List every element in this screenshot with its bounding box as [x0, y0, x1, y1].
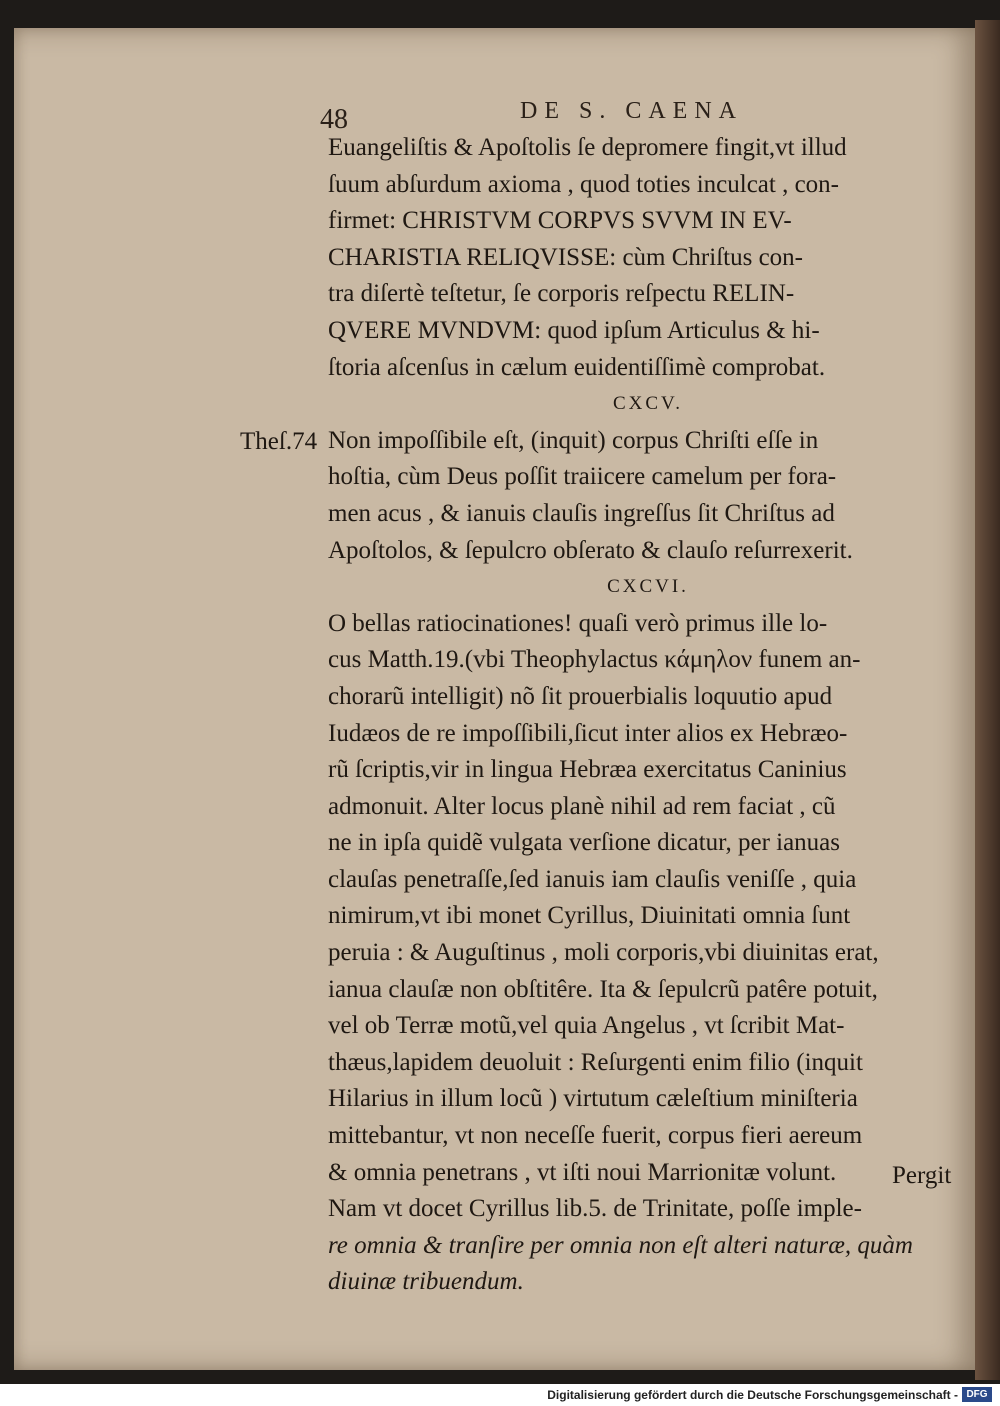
text-line: ianua clauſæ non obſtitêre. Ita & ſepulcrũ patêre potuit,	[328, 975, 878, 1003]
text-line: chorarũ intelligit) nõ ſit prouerbialis loquutio apud	[328, 682, 833, 710]
section-number: CXCV.	[612, 393, 684, 415]
text-line: nimirum,vt ibi monet Cyrillus, Diuinitati omnia ſunt	[328, 902, 851, 930]
text-line: cus Matth.19.(vbi Theophylactus κάμηλον funem an-	[328, 646, 861, 674]
catchword: Pergit	[892, 1162, 952, 1189]
text-line: clauſas penetraſſe,ſed ianuis iam clauſis veniſſe , quia	[328, 865, 857, 893]
running-title: DE S. CAENA	[520, 98, 744, 124]
text-line: peruia : & Auguſtinus , moli corporis,vbi diuinitas erat,	[328, 939, 879, 967]
text-line: O bellas ratiocinationes! quaſi verò primus ille lo-	[328, 609, 828, 637]
text-line: CHARISTIA RELIQVISSE: cùm Chriſtus con-	[328, 243, 803, 271]
text-line: Non impoſſibile eſt, (inquit) corpus Chriſti eſſe in	[328, 426, 819, 454]
text-line: rũ ſcriptis,vir in lingua Hebræa exercitatus Caninius	[328, 756, 847, 784]
marginal-note: Theſ.74	[240, 428, 318, 455]
section-number: CXCVI.	[607, 576, 689, 598]
text-line: ſuum abſurdum axioma , quod toties inculcat , con-	[328, 170, 839, 198]
text-line: QVERE MVNDVM: quod ipſum Articulus & hi-	[328, 316, 820, 344]
text-line: Apoſtolos, & ſepulcro obſerato & clauſo reſurrexerit.	[328, 536, 853, 564]
text-line: Nam vt docet Cyrillus lib.5. de Trinitate, poſſe imple-	[328, 1195, 862, 1223]
dfg-logo-icon: DFG	[962, 1387, 992, 1402]
text-line: men acus , & ianuis clauſis ingreſſus ſit Chriſtus ad	[328, 499, 835, 527]
text-line: mittebantur, vt non neceſſe fuerit, corpus fieri aereum	[328, 1122, 863, 1150]
text-line: vel ob Terræ motũ,vel quia Angelus , vt ſcribit Mat-	[328, 1012, 845, 1040]
text-line: admonuit. Alter locus planè nihil ad rem faciat , cũ	[328, 792, 836, 820]
page-number: 48	[320, 104, 348, 135]
text-line: hoſtia, cùm Deus poſſit traiicere camelum per fora-	[328, 463, 837, 491]
text-line: diuinæ tribuendum.	[328, 1268, 524, 1296]
text-line: ſtoria aſcenſus in cælum euidentiſſimè comprobat.	[328, 353, 826, 381]
text-line: Iudæos de re impoſſibili,ſicut inter alios ex Hebræo-	[328, 719, 848, 747]
text-line: thæus,lapidem deuoluit : Reſurgenti enim filio (inquit	[328, 1048, 863, 1076]
text-line: ne in ipſa quidẽ vulgata verſione dicatur, per ianuas	[328, 829, 841, 857]
body-text	[328, 130, 968, 1301]
funding-credit: Digitalisierung gefördert durch die Deutsche Forschungsgemeinschaft -	[547, 1388, 958, 1402]
text-line: re omnia & tranſire per omnia non eſt alteri naturæ, quàm	[328, 1231, 913, 1259]
text-line: Hilarius in illum locũ ) virtutum cæleſtium miniſteria	[328, 1085, 858, 1113]
text-line: & omnia penetrans , vt iſti noui Marrionitæ volunt.	[328, 1158, 837, 1186]
page-edge	[975, 20, 1000, 1380]
text-line: firmet: CHRISTVM CORPVS SVVM IN EV-	[328, 207, 792, 235]
text-line: tra diſertè teſtetur, ſe corporis reſpectu RELIN-	[328, 280, 795, 308]
text-line: Euangeliſtis & Apoſtolis ſe depromere fingit,vt illud	[328, 134, 847, 161]
footer-bar	[0, 1384, 1000, 1406]
